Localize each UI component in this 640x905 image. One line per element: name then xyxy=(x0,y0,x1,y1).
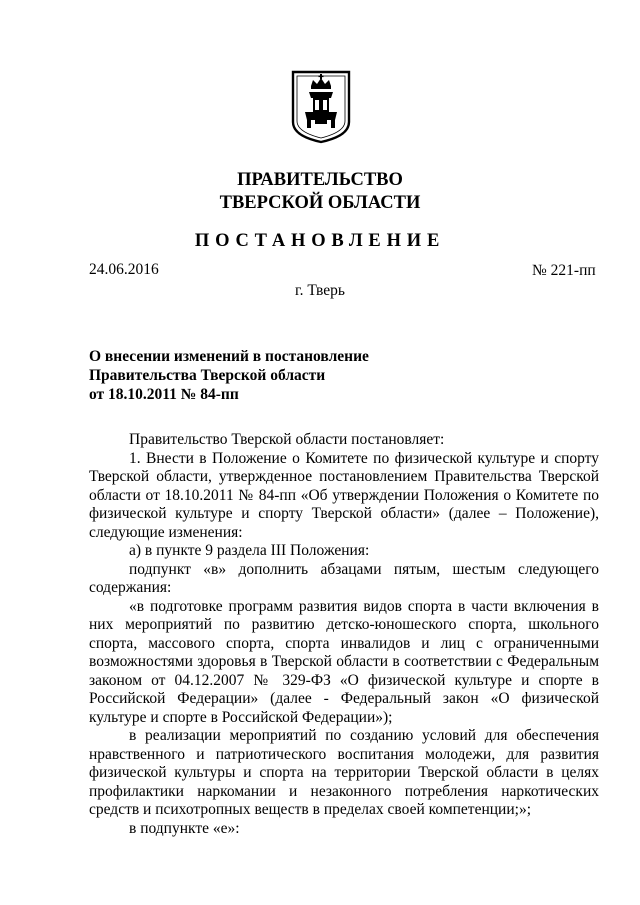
paragraph: 1. Внести в Положение о Комитете по физической культуре и спорту Тверской области, утвержденное постановлением Правительства Тверской области от 18.10.2011 № 84-пп «Об утверждении Положения о Комитете по физической культуре и спорту Тверской области» (далее – Положение), следующие изменения: xyxy=(89,449,599,541)
document-city: г. Тверь xyxy=(295,282,345,299)
subject-line: О внесении изменений в постановление xyxy=(89,348,369,365)
paragraph: а) в пункте 9 раздела III Положения: xyxy=(129,542,370,559)
paragraph: «в подготовке программ развития видов спорта в части включения в них мероприятий по развитию детско-юношеского спорта, школьного спорта, массового спорта, спорта инвалидов и лиц с ограниченными возможностями здоровья в Тверской области в соответствии с Федеральным законом от 04.12.2007 № 329-ФЗ «О физической культуре и спорте в Российской Федерации» (далее - Федеральный закон «О физической культуре и спорте в Российской Федерации»); xyxy=(89,597,599,726)
paragraph: Правительство Тверской области постановляет: xyxy=(129,431,445,448)
document-number: № 221-пп xyxy=(532,262,596,279)
government-title: ПРАВИТЕЛЬСТВО xyxy=(237,170,403,190)
document-subject xyxy=(89,347,369,404)
coat-of-arms-icon xyxy=(291,70,351,144)
subject-line: Правительства Тверской области xyxy=(89,367,326,384)
subject-line: от 18.10.2011 № 84-пп xyxy=(89,386,239,403)
region-title: ТВЕРСКОЙ ОБЛАСТИ xyxy=(219,193,421,213)
document-type-heading: ПОСТАНОВЛЕНИЕ xyxy=(194,231,446,251)
document-body xyxy=(89,431,599,838)
paragraph: в подпункте «е»: xyxy=(129,819,240,837)
paragraph: подпункт «в» дополнить абзацами пятым, шестым следующего содержания: xyxy=(89,560,599,596)
document-date: 24.06.2016 xyxy=(89,261,159,278)
paragraph: в реализации мероприятий по созданию условий для обеспечения нравственного и патриотического воспитания молодежи, для развития физической культуры и спорта на территории Тверской области в целях профилактики наркомании и незаконного потребления наркотических средств и психотропных веществ в пределах своей компетенции;»; xyxy=(89,727,599,818)
